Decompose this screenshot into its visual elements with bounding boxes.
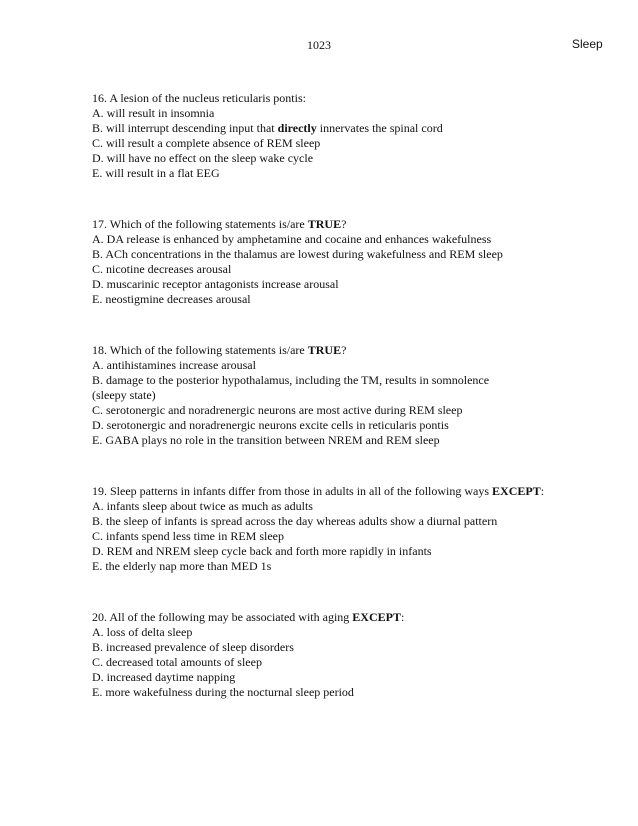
- running-head: Sleep: [572, 37, 603, 51]
- answer-option: C. decreased total amounts of sleep: [92, 655, 262, 669]
- answer-option: C. serotonergic and noradrenergic neurons are most active during REM sleep: [92, 403, 463, 417]
- answer-option: C. infants spend less time in REM sleep: [92, 529, 284, 543]
- question-stem: 18. Which of the following statements is/are TRUE?: [92, 343, 347, 357]
- answer-option: D. serotonergic and noradrenergic neurons excite cells in reticularis pontis: [92, 418, 449, 432]
- answer-option: D. REM and NREM sleep cycle back and forth more rapidly in infants: [92, 544, 432, 558]
- answer-option: A. antihistamines increase arousal: [92, 358, 256, 372]
- answer-option: E. neostigmine decreases arousal: [92, 292, 251, 306]
- question-17: [92, 217, 612, 307]
- answer-option: B. the sleep of infants is spread across the day whereas adults show a diurnal pattern: [92, 514, 498, 528]
- question-list: [92, 91, 612, 736]
- question-stem: 19. Sleep patterns in infants differ from those in adults in all of the following ways EXCEPT:: [92, 484, 545, 498]
- question-stem: 16. A lesion of the nucleus reticularis pontis:: [92, 91, 306, 105]
- emphasis-text: TRUE: [307, 217, 342, 231]
- answer-option: D. will have no effect on the sleep wake cycle: [92, 151, 314, 165]
- answer-option: E. more wakefulness during the nocturnal sleep period: [92, 685, 354, 699]
- answer-option-continuation: (sleepy state): [92, 388, 156, 402]
- answer-option: A. DA release is enhanced by amphetamine and cocaine and enhances wakefulness: [92, 232, 492, 246]
- emphasis-text: TRUE: [307, 343, 342, 357]
- emphasis-text: directly: [277, 121, 317, 135]
- answer-option: B. damage to the posterior hypothalamus, including the TM, results in somnolence: [92, 373, 490, 387]
- answer-option: A. loss of delta sleep: [92, 625, 193, 639]
- answer-option: C. nicotine decreases arousal: [92, 262, 232, 276]
- answer-option: B. will interrupt descending input that directly innervates the spinal cord: [92, 121, 443, 135]
- page-number: 1023: [307, 38, 331, 52]
- answer-option: E. GABA plays no role in the transition between NREM and REM sleep: [92, 433, 440, 447]
- answer-option: B. ACh concentrations in the thalamus are lowest during wakefulness and REM sleep: [92, 247, 503, 261]
- question-stem: 17. Which of the following statements is/are TRUE?: [92, 217, 347, 231]
- answer-option: A. infants sleep about twice as much as adults: [92, 499, 313, 513]
- question-18: [92, 343, 612, 448]
- answer-option: E. the elderly nap more than MED 1s: [92, 559, 272, 573]
- question-19: [92, 484, 612, 574]
- question-16: [92, 91, 612, 181]
- emphasis-text: EXCEPT: [352, 610, 401, 624]
- emphasis-text: EXCEPT: [492, 484, 541, 498]
- answer-option: E. will result in a flat EEG: [92, 166, 220, 180]
- answer-option: D. increased daytime napping: [92, 670, 236, 684]
- answer-option: D. muscarinic receptor antagonists increase arousal: [92, 277, 339, 291]
- answer-option: A. will result in insomnia: [92, 106, 215, 120]
- answer-option: C. will result a complete absence of REM sleep: [92, 136, 321, 150]
- question-20: [92, 610, 612, 700]
- question-stem: 20. All of the following may be associated with aging EXCEPT:: [92, 610, 405, 624]
- answer-option: B. increased prevalence of sleep disorders: [92, 640, 294, 654]
